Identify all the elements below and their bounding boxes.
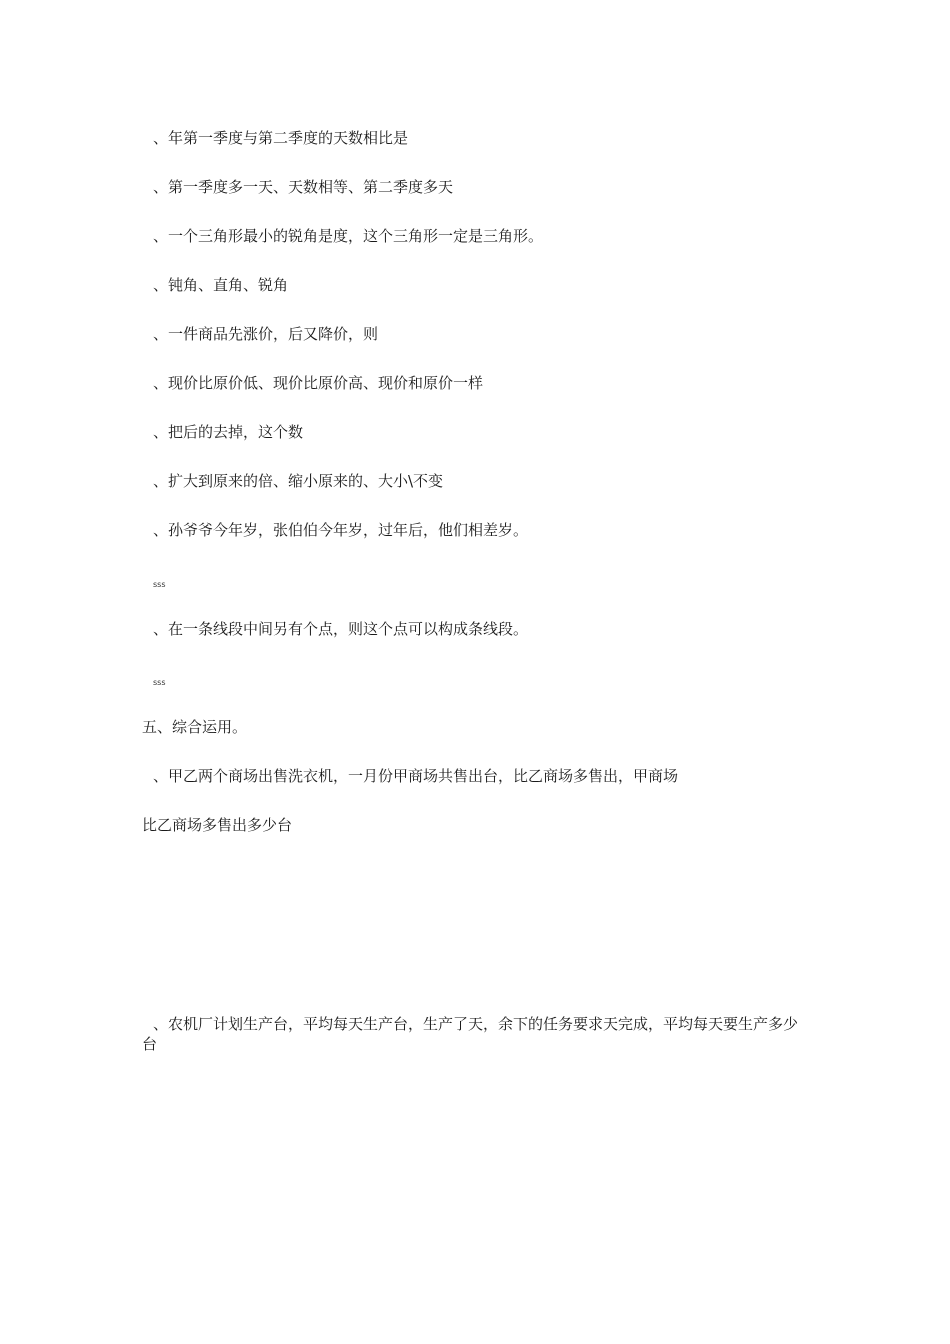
choice-line: 、现价比原价低、现价比原价高、现价和原价一样 [153, 374, 484, 392]
question-line: 、一个三角形最小的锐角是度，这个三角形一定是三角形。 [153, 227, 544, 245]
problem-line: 、甲乙两个商场出售洗衣机，一月份甲商场共售出台，比乙商场多售出，甲商场 [153, 767, 679, 785]
problem-line: 比乙商场多售出多少台 [142, 816, 293, 834]
choice-line: 、扩大到原来的倍、缩小原来的、大小\不变 [153, 472, 444, 490]
question-line: 、在一条线段中间另有个点，则这个点可以构成条线段。 [153, 620, 529, 638]
question-line: 、孙爷爷今年岁，张伯伯今年岁，过年后，他们相差岁。 [153, 521, 529, 539]
section-title: 五、综合运用。 [142, 718, 248, 736]
choice-line: 、第一季度多一天、天数相等、第二季度多天 [153, 178, 454, 196]
question-line: 、把后的去掉，这个数 [153, 423, 304, 441]
small-mark: sss [153, 678, 166, 687]
small-mark: sss [153, 580, 166, 589]
question-line: 、年第一季度与第二季度的天数相比是 [153, 129, 409, 147]
choice-line: 、钝角、直角、锐角 [153, 276, 289, 294]
problem-paragraph: 、农机厂计划生产台，平均每天生产台，生产了天，余下的任务要求天完成，平均每天要生产多少台 [142, 1015, 799, 1053]
question-line: 、一件商品先涨价，后又降价，则 [153, 325, 379, 343]
